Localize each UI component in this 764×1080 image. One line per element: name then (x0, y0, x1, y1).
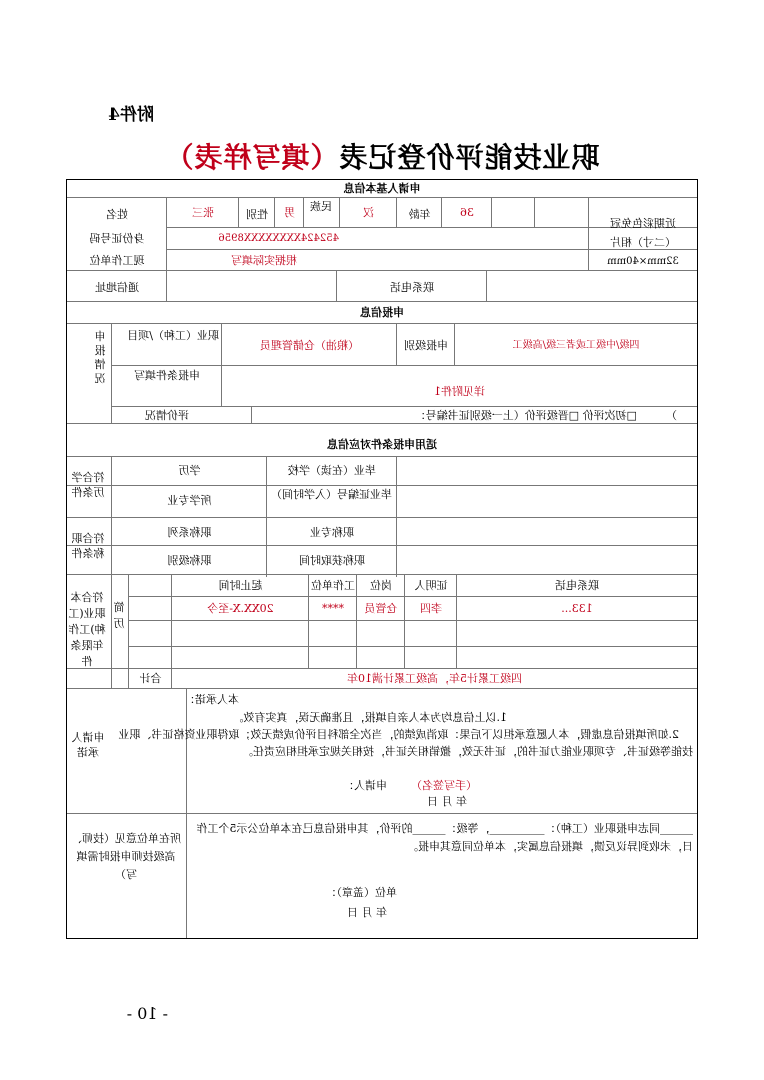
age-value: 36 (460, 206, 474, 219)
eval-options[interactable] (415, 408, 637, 423)
edu-group-label: 符合学历条件 (71, 471, 105, 499)
occupation-value: （粮油）仓储管理员 (260, 339, 359, 352)
workplace-label: 现工作单位 (89, 254, 145, 267)
work-row1-period: 20XX.X-至今 (207, 602, 274, 615)
photo-box (591, 216, 695, 269)
work-header-unit: 工作单位 (311, 579, 355, 592)
occupation-label: 职业（工种）/项目 (127, 329, 219, 342)
ethnic-label: 民族 (310, 200, 332, 213)
work-group-label: 符合本职业(工种)工作年限条件 (68, 591, 106, 668)
photo-line-3: 32mm×40mm (607, 256, 679, 267)
eval-close: ） (666, 409, 677, 422)
work-header-post: 岗位 (370, 579, 392, 592)
degree-label: 学历 (178, 464, 201, 477)
opinion-text: ______同志申报职业（工种）：__________，等级：______的评价，其申报信息已在本单位公示5个工作日，未收到异议反馈，填报信息属实，本单位同意其申报。 (196, 822, 693, 853)
ethnic-value: 汉 (363, 206, 374, 219)
grad-cert-label: 毕业证编号（入学时间） (271, 488, 392, 501)
opinion-stamp: 单位（盖章）： (325, 886, 397, 899)
promise-title: 本人承诺： (184, 693, 239, 706)
work-header-phone: 联系电话 (555, 579, 599, 592)
work-row1-phone: 133... (561, 602, 593, 615)
promise-line-1: 1.以上信息均为本人亲自填报，且准确无误，真实有效。 (232, 711, 507, 724)
title-date-label: 职称获取时间 (299, 554, 365, 567)
total-label: 合计 (139, 672, 162, 685)
condition-value: 详见附件1 (434, 385, 485, 398)
section-match-title: 适用申报条件对应信息 (327, 438, 437, 451)
work-row1-unit: **** (322, 602, 344, 615)
opinion-date: 年 月 日 (347, 906, 387, 919)
gender-value: 男 (284, 206, 295, 219)
signer-label: 申请人： (343, 779, 387, 792)
age-label: 年龄 (408, 208, 431, 221)
title-level-label: 职称级别 (167, 554, 212, 567)
major-label: 所学专业 (167, 494, 212, 507)
apply-group-label: 申报情况 (94, 330, 106, 385)
work-row1-post: 仓管员 (364, 602, 398, 615)
history-label: 简历 (113, 601, 125, 630)
work-row1-witness: 李四 (420, 602, 442, 615)
photo-line-1: 近期彩色免冠 (610, 217, 676, 230)
attachment-label: 附件4 (108, 105, 154, 125)
total-value: 四级工累计5年，高级工累计满10年 (347, 672, 522, 685)
section-apply-title: 申报信息 (360, 306, 404, 319)
opinion-label: 所在单位意见（技师、高级技师申报时需填写） (71, 832, 181, 881)
id-label: 身份证号码 (89, 232, 145, 245)
level-label: 申报级别 (404, 339, 448, 352)
address-label: 通信地址 (95, 281, 139, 294)
promise-label: 申请人承诺 (71, 731, 105, 759)
form-title-main: 职业技能评价登记表 (338, 141, 600, 174)
signer-value: （手写签名） (411, 779, 477, 792)
work-header-witness: 证明人 (414, 579, 448, 592)
workplace-value: 根据实际填写 (231, 254, 297, 267)
form-title-note: （填写样表） (164, 141, 339, 174)
eval-label: 评价情况 (145, 409, 189, 422)
school-label: 毕业（在读）学校 (288, 464, 376, 477)
registration-form (66, 179, 698, 939)
name-value: 张三 (192, 206, 214, 219)
title-series-label: 职称系列 (167, 526, 212, 539)
work-header-period: 起止时间 (218, 579, 263, 592)
eval-options-text: □初次评价 □晋级评价（上一级别证书编号： (414, 409, 637, 422)
name-label: 姓名 (106, 208, 128, 221)
gender-label: 性别 (246, 208, 268, 221)
photo-line-2: （二寸）相片 (610, 236, 676, 249)
phone-label: 联系电话 (390, 281, 434, 294)
title-group-label: 符合职称条件 (71, 532, 105, 560)
id-value: 452424XXXXXXXX8956 (218, 233, 339, 244)
title-major-label: 职称专业 (310, 526, 354, 539)
page-number: - 10 - (126, 1004, 168, 1023)
condition-label: 申报条件填写 (134, 369, 200, 382)
promise-line-2: 2.如所填报信息虚假，本人愿意承担以下后果：取消成绩的，当次全部科目评价成绩无效；取得职业资格证书、职业技能等级证书、专项职业能力证书的，证书无效，撤销相关证书，按相关规定承担相应责任。 (118, 728, 693, 758)
section-basic-title: 申请人基本信息 (343, 182, 421, 195)
level-value: 四级/中级工或者三级/高级工 (512, 340, 640, 351)
form-title (0, 136, 764, 176)
promise-date: 年 月 日 (427, 795, 467, 808)
